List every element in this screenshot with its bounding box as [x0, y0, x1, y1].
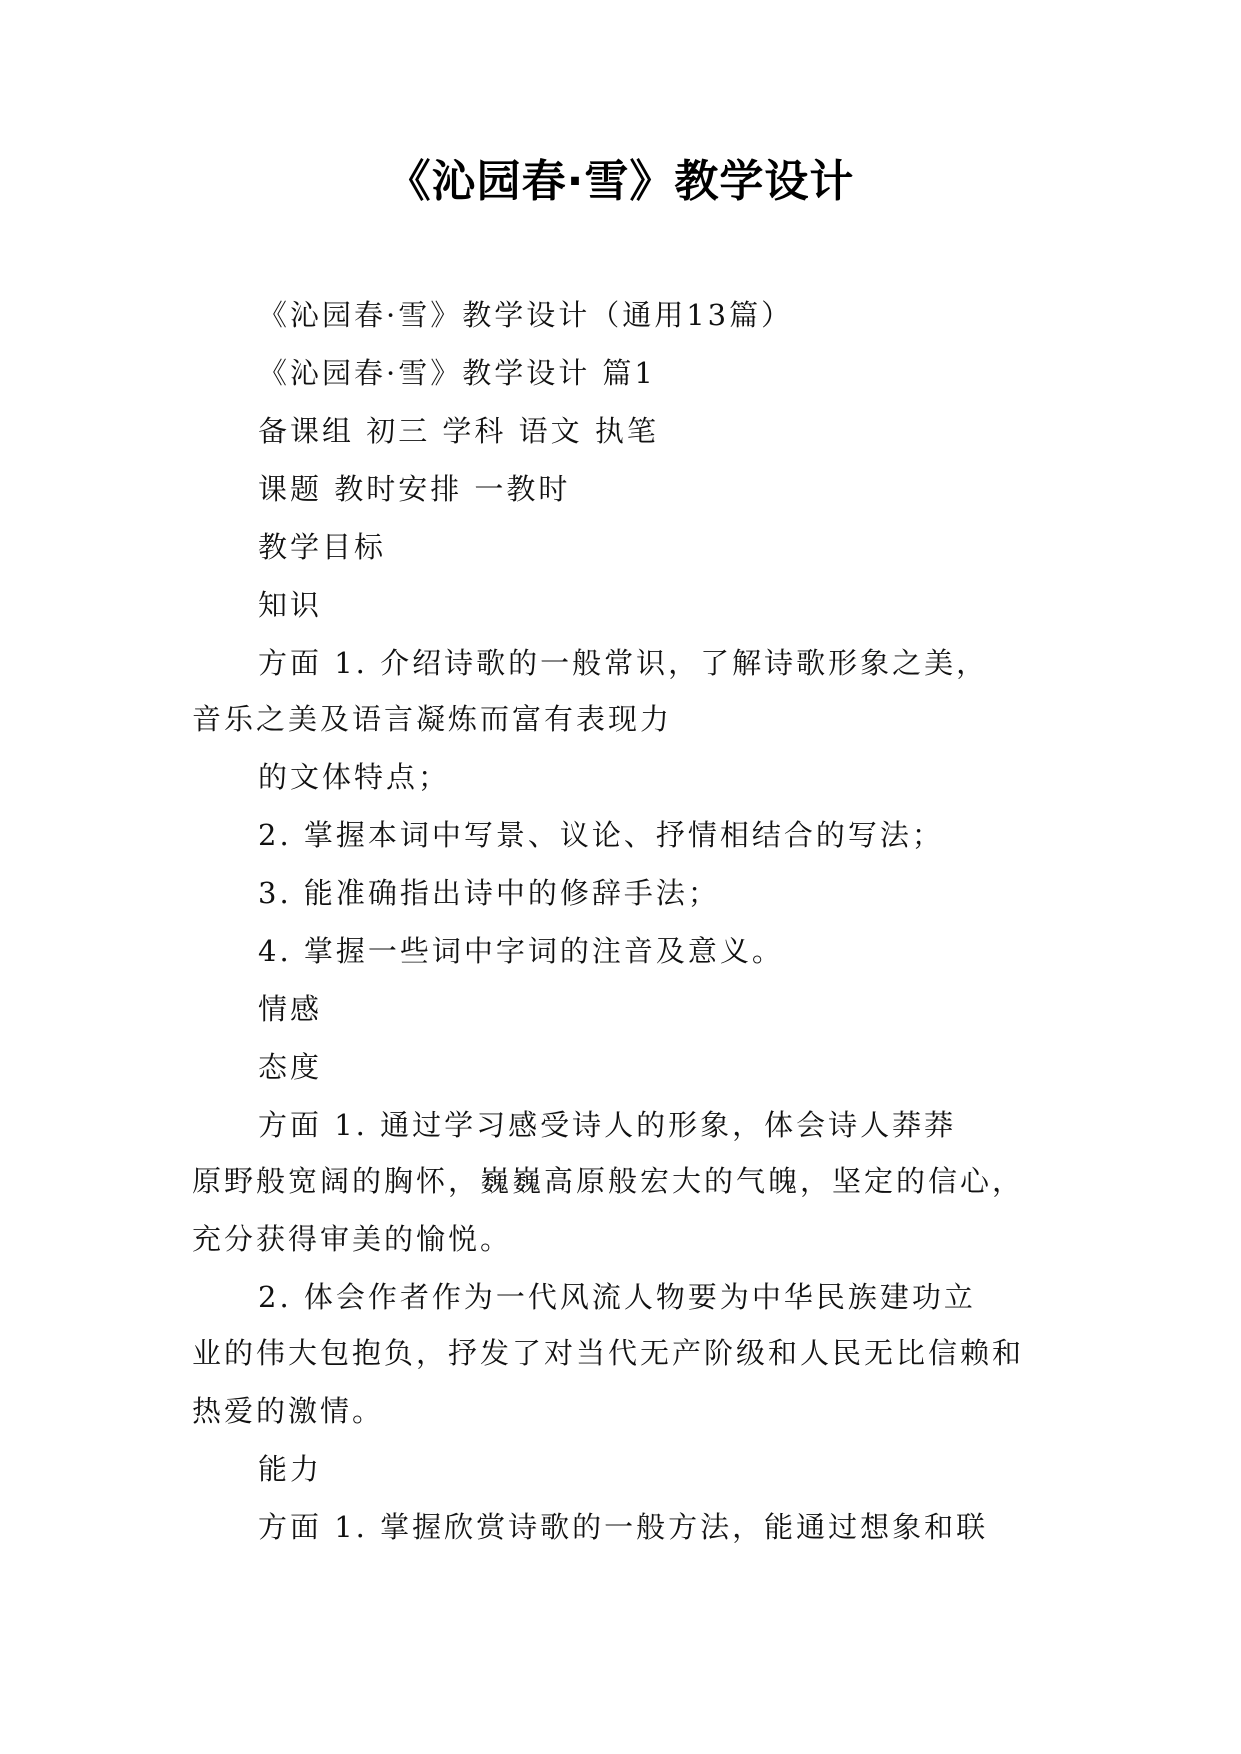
text-line: 情感 — [258, 992, 323, 1026]
text-line: 4. 掌握一些词中字词的注音及意义。 — [258, 934, 784, 968]
text-line: 2. 掌握本词中写景、议论、抒情相结合的写法； — [258, 818, 944, 852]
text-line: 方面 1. 通过学习感受诗人的形象，体会诗人莽莽 — [258, 1108, 957, 1142]
text-line: 原野般宽阔的胸怀，巍巍高原般宏大的气魄，坚定的信心， — [192, 1164, 1025, 1198]
text-line: 备课组 初三 学科 语文 执笔 — [258, 414, 659, 448]
text-line: 音乐之美及语言凝炼而富有表现力 — [192, 702, 673, 736]
text-line: 的文体特点； — [258, 760, 451, 794]
text-line: 态度 — [258, 1050, 323, 1084]
page-title: 《沁园春·雪》教学设计 — [386, 156, 855, 207]
text-line: 方面 1. 掌握欣赏诗歌的一般方法，能通过想象和联 — [258, 1510, 989, 1544]
text-line: 教学目标 — [258, 530, 387, 564]
text-line: 业的伟大包抱负，抒发了对当代无产阶级和人民无比信赖和 — [192, 1336, 1025, 1370]
text-line: 热爱的激情。 — [192, 1394, 385, 1428]
text-line: 3. 能准确指出诗中的修辞手法； — [258, 876, 720, 910]
section-heading-line: 《沁园春·雪》教学设计 篇1 — [258, 356, 656, 390]
text-line: 充分获得审美的愉悦。 — [192, 1222, 513, 1256]
subtitle-line: 《沁园春·雪》教学设计（通用13篇） — [258, 298, 794, 332]
text-line: 能力 — [258, 1452, 323, 1486]
text-line: 知识 — [258, 588, 323, 622]
text-line: 方面 1. 介绍诗歌的一般常识，了解诗歌形象之美， — [258, 646, 989, 680]
text-line: 课题 教时安排 一教时 — [258, 472, 571, 506]
text-line: 2. 体会作者作为一代风流人物要为中华民族建功立 — [258, 1280, 976, 1314]
